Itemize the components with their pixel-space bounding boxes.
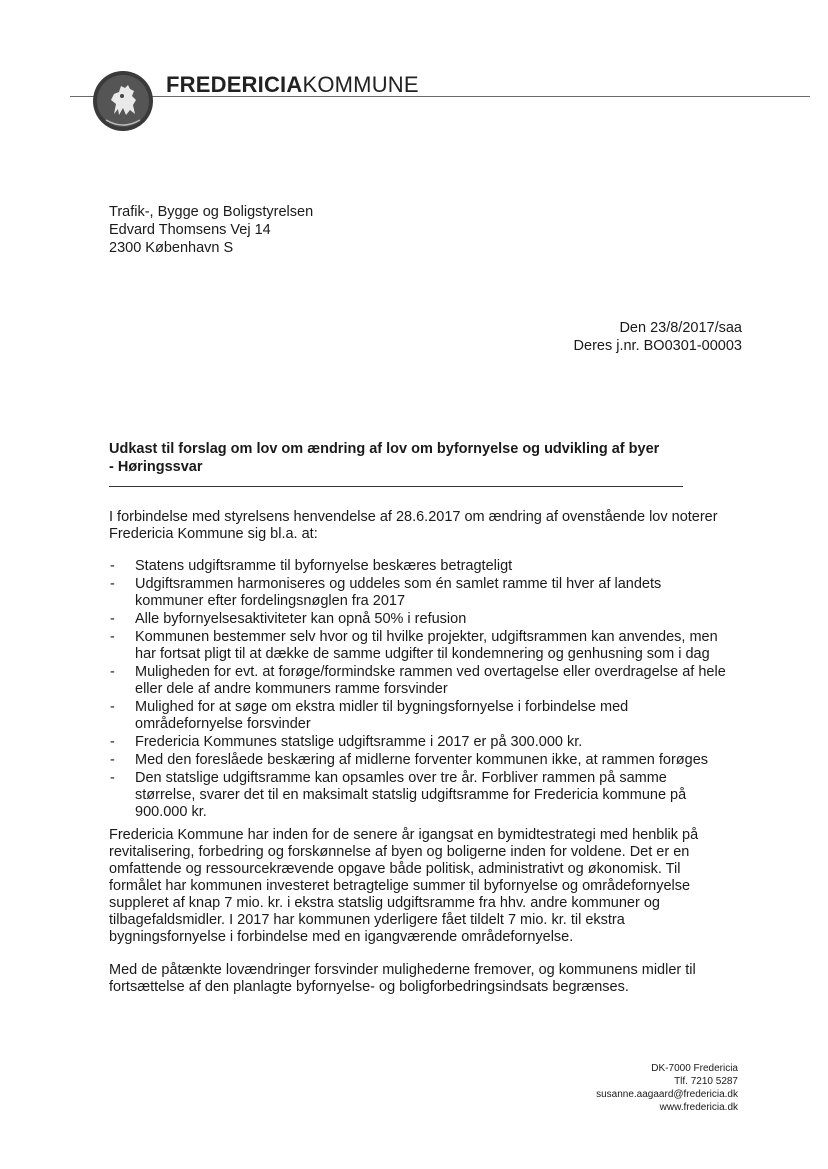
bullet-dash: - (110, 734, 115, 750)
text-line: bygningsfornyelse i forbindelse med en igangværende områdefornyelse. (109, 929, 574, 945)
text-line: Med den foreslåede beskæring af midlerne forventer kommunen ikke, at rammen forøges (135, 752, 709, 768)
strategy-paragraph (109, 827, 749, 946)
text-line: omfattende og ressourcekrævende opgave både politisk, administrativt og økonomisk. Til (109, 861, 681, 877)
letter-date: Den 23/8/2017/saa (619, 320, 742, 336)
text-line: Udgiftsrammen harmoniseres og uddeles som én samlet ramme til hver af landets (135, 576, 662, 592)
text-line: suppleret af knap 7 mio. kr. i ekstra statslig udgiftsramme fra hhv. andre kommuner og (109, 895, 660, 911)
footer-website: www.fredericia.dk (659, 1102, 738, 1113)
brand-name-light: KOMMUNE (302, 72, 419, 97)
text-line: Kommunen bestemmer selv hvor og til hvilke projekter, udgiftsrammen kan anvendes, men (135, 629, 718, 645)
footer-city: DK-7000 Fredericia (651, 1063, 738, 1074)
recipient-street: Edvard Thomsens Vej 14 (109, 222, 271, 238)
text-line: Muligheden for evt. at forøge/formindske rammen ved overtagelse eller overdragelse af hele (135, 664, 726, 680)
text-line: 900.000 kr. (135, 804, 207, 820)
text-line: Den statslige udgiftsramme kan opsamles over tre år. Forbliver rammen på samme (135, 770, 667, 786)
text-line: Statens udgiftsramme til byfornyelse beskæres betragteligt (135, 558, 513, 574)
footer-email: susanne.aagaard@fredericia.dk (596, 1089, 738, 1100)
list-item (109, 576, 749, 610)
recipient-name: Trafik-, Bygge og Boligstyrelsen (109, 204, 314, 220)
letter-subject (109, 440, 709, 476)
text-line: revitalisering, forbedring og forskønnelse af byen og boligerne inden for voldene. Det er en (109, 844, 690, 860)
text-line: I forbindelse med styrelsens henvendelse af 28.6.2017 om ændring af ovenstående lov noterer (109, 509, 718, 525)
bullet-dash: - (110, 558, 115, 574)
text-line: Med de påtænkte lovændringer forsvinder mulighederne fremover, og kommunens midler til (109, 962, 696, 978)
bullet-dash: - (110, 611, 115, 627)
list-item (109, 611, 749, 628)
subject-line-1: Udkast til forslag om lov om ændring af lov om byfornyelse og udvikling af byer (109, 441, 660, 457)
bullet-dash: - (110, 629, 115, 645)
bullet-dash: - (110, 699, 115, 715)
text-line: Fredericia Kommune har inden for de senere år igangsat en bymidtestrategi med henblik på (109, 827, 699, 843)
text-line: fortsættelse af den planlagte byfornyelse- og boligforbedringsindsats begrænses. (109, 979, 629, 995)
brand-name-bold: FREDERICIA (166, 72, 303, 97)
text-line: eller dele af andre kommuners ramme forsvinder (135, 681, 448, 697)
letterhead-brand (166, 72, 419, 98)
list-item (109, 558, 749, 575)
municipal-coat-of-arms-icon (92, 70, 154, 132)
list-item (109, 734, 749, 751)
bullet-dash: - (110, 752, 115, 768)
recipient-address (109, 203, 313, 257)
text-line: tilbagefaldsmidler. I 2017 har kommunen yderligere fået tildelt 7 mio. kr. til ekstra (109, 912, 625, 928)
list-item (109, 752, 749, 769)
text-line: kommuner efter fordelingsnøglen fra 2017 (135, 593, 406, 609)
recipient-city: 2300 København S (109, 240, 234, 256)
text-line: Mulighed for at søge om ekstra midler til bygningsfornyelse i forbindelse med (135, 699, 629, 715)
bullet-dash: - (110, 664, 115, 680)
subject-line-2: - Høringssvar (109, 459, 203, 475)
list-item (109, 629, 749, 663)
bullet-dash: - (110, 770, 115, 786)
text-line: har fortsat pligt til at dække de samme udgifter til kondemnering og genhusning som i dag (135, 646, 710, 662)
text-line: Alle byfornyelsesaktiviteter kan opnå 50% i refusion (135, 611, 467, 627)
subject-underline (109, 486, 683, 487)
footer-phone: Tlf. 7210 5287 (674, 1076, 738, 1087)
text-line: Fredericia Kommune sig bl.a. at: (109, 526, 318, 542)
text-line: formålet har kommunen investeret betragtelige summer til byfornyelse og områdefornyelse (109, 878, 691, 894)
text-line: størrelse, svarer det til en maksimalt statslig udgiftsramme for Fredericia kommune på (135, 787, 687, 803)
list-item (109, 770, 749, 821)
contact-footer (596, 1062, 738, 1114)
conclusion-paragraph (109, 962, 749, 996)
bullet-dash: - (110, 576, 115, 592)
list-item (109, 699, 749, 733)
date-reference-block (574, 319, 742, 355)
list-item (109, 664, 749, 698)
text-line: Fredericia Kommunes statslige udgiftsramme i 2017 er på 300.000 kr. (135, 734, 583, 750)
journal-number: Deres j.nr. BO0301-00003 (573, 338, 742, 354)
intro-paragraph (109, 509, 749, 543)
text-line: områdefornyelse forsvinder (135, 716, 311, 732)
notes-bullet-list (109, 558, 749, 822)
